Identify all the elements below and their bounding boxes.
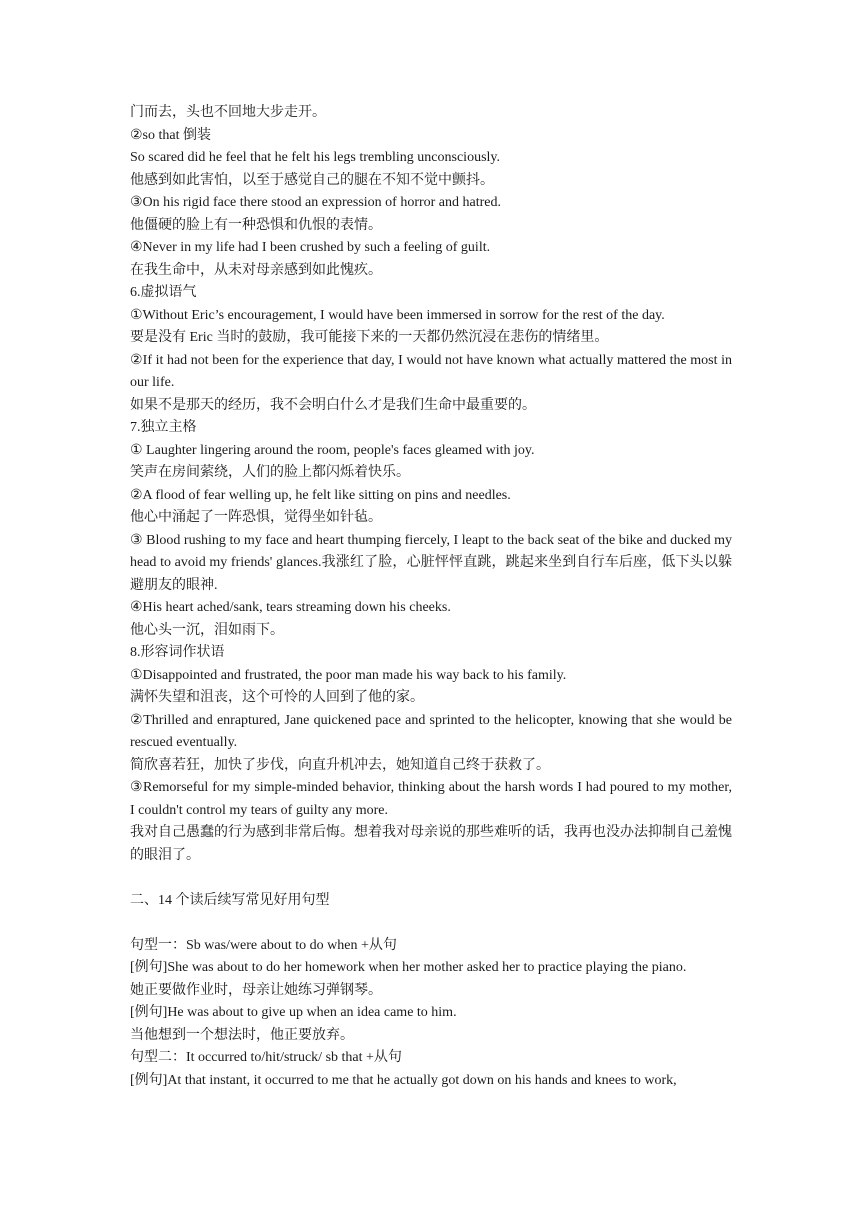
- example-chinese: 我对自己愚蠢的行为感到非常后悔。想着我对母亲说的那些难听的话，我再也没办法抑制自己羞愧的眼泪了。: [130, 825, 732, 863]
- example-english: ①Disappointed and frustrated, the poor man made his way back to his family.: [130, 667, 567, 683]
- blank-line: [130, 912, 732, 935]
- example-english: [例句]She was about to do her homework when her mother asked her to practice playing the piano.: [130, 960, 687, 975]
- example-english: ②A flood of fear welling up, he felt like sitting on pins and needles.: [130, 487, 511, 503]
- example-english: ③On his rigid face there stood an expression of horror and hatred.: [130, 195, 501, 210]
- example-english: ③Remorseful for my simple-minded behavior, thinking about the harsh words I had poured to my mother, I couldn't control my tears of guilty any more.: [130, 780, 732, 818]
- example-english: ①Without Eric’s encouragement, I would have been immersed in sorrow for the rest of the day.: [130, 307, 665, 323]
- example-chinese: 他心头一沉，泪如雨下。: [130, 622, 284, 638]
- example-chinese: 他心中涌起了一阵恐惧，觉得坐如针毡。: [130, 510, 382, 525]
- example-english: ④His heart ached/sank, tears streaming down his cheeks.: [130, 600, 451, 615]
- blank-line: [130, 867, 732, 890]
- example-chinese: 他感到如此害怕，以至于感觉自己的腿在不知不觉中颤抖。: [130, 172, 494, 188]
- example-english: [例句]At that instant, it occurred to me that he actually got down on his hands and knees to work,: [130, 1072, 677, 1088]
- example-chinese: 笑声在房间萦绕，人们的脸上都闪烁着快乐。: [130, 465, 410, 480]
- example-chinese: 如果不是那天的经历，我不会明白什么才是我们生命中最重要的。: [130, 397, 536, 413]
- example-english: ②Thrilled and enraptured, Jane quickened pace and sprinted to the helicopter, knowing that she would be rescued eventually.: [130, 712, 732, 750]
- section-heading: 6.虚拟语气: [130, 285, 197, 300]
- text-line: 门而去，头也不回地大步走开。: [130, 105, 326, 120]
- example-chinese: 他僵硬的脸上有一种恐惧和仇恨的表情。: [130, 217, 382, 233]
- document-page: [130, 102, 732, 1092]
- example-chinese: 简欣喜若狂，加快了步伐，向直升机冲去，她知道自己终于获救了。: [130, 757, 550, 773]
- example-english: ④Never in my life had I been crushed by such a feeling of guilt.: [130, 240, 491, 255]
- example-english: [例句]He was about to give up when an idea came to him.: [130, 1005, 457, 1020]
- example-english: ②If it had not been for the experience that day, I would not have known what actually mattered the most in our life.: [130, 352, 732, 390]
- section-heading: 8.形容词作状语: [130, 645, 225, 660]
- part-heading: 二、14 个读后续写常见好用句型: [130, 892, 330, 908]
- example-chinese: 当他想到一个想法时，他正要放弃。: [130, 1027, 354, 1043]
- example-english: ③ Blood rushing to my face and heart thumping fiercely, I leapt to the back seat of the bike and ducked my head to avoid my friends' glances.我涨红了脸，心脏怦怦直跳，跳起来坐到自行车后座，低下头以躲避朋友的眼神.: [130, 532, 732, 593]
- example-english: So scared did he feel that he felt his legs trembling unconsciously.: [130, 150, 501, 165]
- example-chinese: 她正要做作业时，母亲让她练习弹钢琴。: [130, 982, 382, 998]
- subsection-heading: ②so that 倒装: [130, 127, 211, 143]
- pattern-heading: 句型一：Sb was/were about to do when +从句: [130, 937, 397, 953]
- example-english: ① Laughter lingering around the room, people's faces gleamed with joy.: [130, 442, 535, 458]
- example-chinese: 在我生命中，从未对母亲感到如此愧疚。: [130, 262, 382, 278]
- example-chinese: 要是没有 Eric 当时的鼓励，我可能接下来的一天都仍然沉浸在悲伤的情绪里。: [130, 330, 609, 345]
- section-heading: 7.独立主格: [130, 420, 197, 435]
- example-chinese: 满怀失望和沮丧，这个可怜的人回到了他的家。: [130, 690, 424, 705]
- pattern-heading: 句型二：It occurred to/hit/struck/ sb that +从句: [130, 1050, 402, 1065]
